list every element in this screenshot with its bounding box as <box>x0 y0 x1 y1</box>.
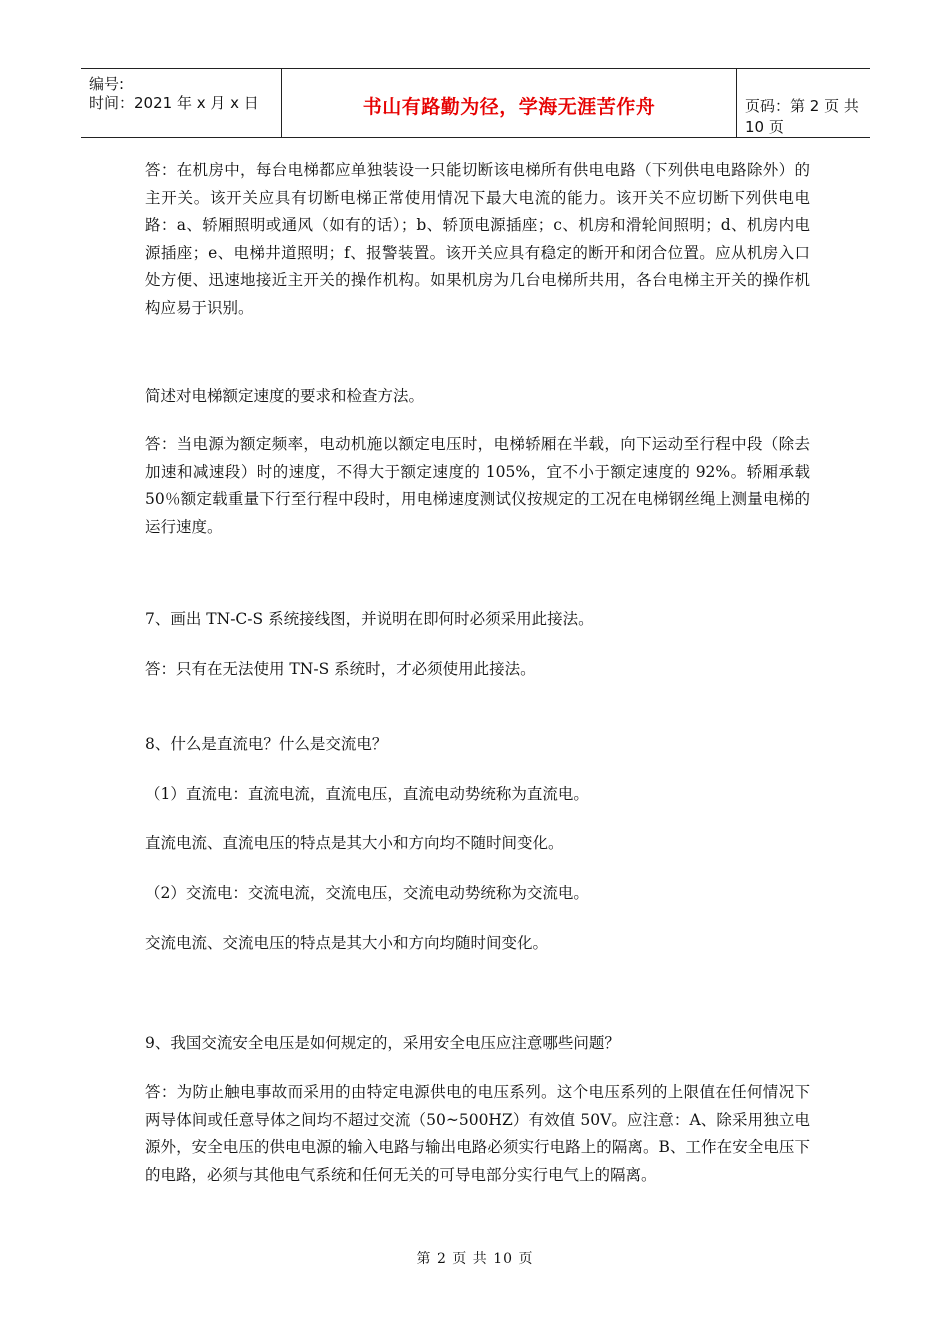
header-motto: 书山有路勤为径，学海无涯苦作舟 <box>362 96 656 118</box>
paragraph-answer-9: 答：为防止触电事故而采用的由特定电源供电的电压系列。这个电压系列的上限值在任何情况下两导体间或任意导体之间均不超过交流（50~500HZ）有效值 50V。应注意：A、除采用独立电源外，安全电压的供电电源的输入电路与输出电路必须实行电路上的隔离。B、工作在安全电压下的电路，必须与其他电气系统和任何无关的可导电部分实行电气上的隔离。 <box>145 1083 810 1184</box>
paragraph-ac-feature: 交流电流、交流电压的特点是其大小和方向均随时间变化。 <box>145 934 549 952</box>
paragraph-ac-definition: （2）交流电：交流电流，交流电压，交流电动势统称为交流电。 <box>145 884 589 902</box>
question-rated-speed: 简述对电梯额定速度的要求和检查方法。 <box>145 387 425 405</box>
paragraph-answer-7: 答：只有在无法使用 TN-S 系统时，才必须使用此接法。 <box>145 660 536 678</box>
question-9: 9、我国交流安全电压是如何规定的，采用安全电压应注意哪些问题？ <box>145 1034 620 1052</box>
paragraph-answer-main-switch: 答：在机房中，每台电梯都应单独装设一只能切断该电梯所有供电电路（下列供电电路除外）的主开关。该开关应具有切断电梯正常使用情况下最大电流的能力。该开关不应切断下列供电电路：a、轿厢照明或通风（如有的话）；b、轿顶电源插座；c、机房和滑轮间照明；d、机房内电源插座；e、电梯井道照明；f、报警装置。该开关应具有稳定的断开和闭合位置。应从机房入口处方便、迅速地接近主开关的操作机构。如果机房为几台电梯所共用，各台电梯主开关的操作机构应易于识别。 <box>145 161 810 317</box>
header-page-number: 页码：第 2 页 共 10 页 <box>745 97 859 136</box>
header-center-cell <box>281 69 737 137</box>
header-left-cell <box>81 69 281 137</box>
header-right-cell <box>737 69 870 137</box>
page-footer: 第 2 页 共 10 页 <box>416 1251 534 1267</box>
document-number-label: 编号: <box>89 75 125 93</box>
document-header <box>81 68 870 138</box>
question-7: 7、画出 TN-C-S 系统接线图，并说明在即何时必须采用此接法。 <box>145 610 594 628</box>
question-8: 8、什么是直流电？什么是交流电？ <box>145 735 388 753</box>
paragraph-dc-definition: （1）直流电：直流电流，直流电压，直流电动势统称为直流电。 <box>145 785 589 803</box>
paragraph-dc-feature: 直流电流、直流电压的特点是其大小和方向均不随时间变化。 <box>145 834 564 852</box>
document-time-label: 时间：2021 年 x 月 x 日 <box>89 94 259 112</box>
paragraph-answer-rated-speed: 答：当电源为额定频率，电动机施以额定电压时，电梯轿厢在半载，向下运动至行程中段（除去加速和减速段）时的速度，不得大于额定速度的 105%，宜不小于额定速度的 92%。轿厢承载 50％额定载重量下行至行程中段时，用电梯速度测试仪按规定的工况在电梯钢丝绳上测量电梯的运行速度。 <box>145 435 810 536</box>
